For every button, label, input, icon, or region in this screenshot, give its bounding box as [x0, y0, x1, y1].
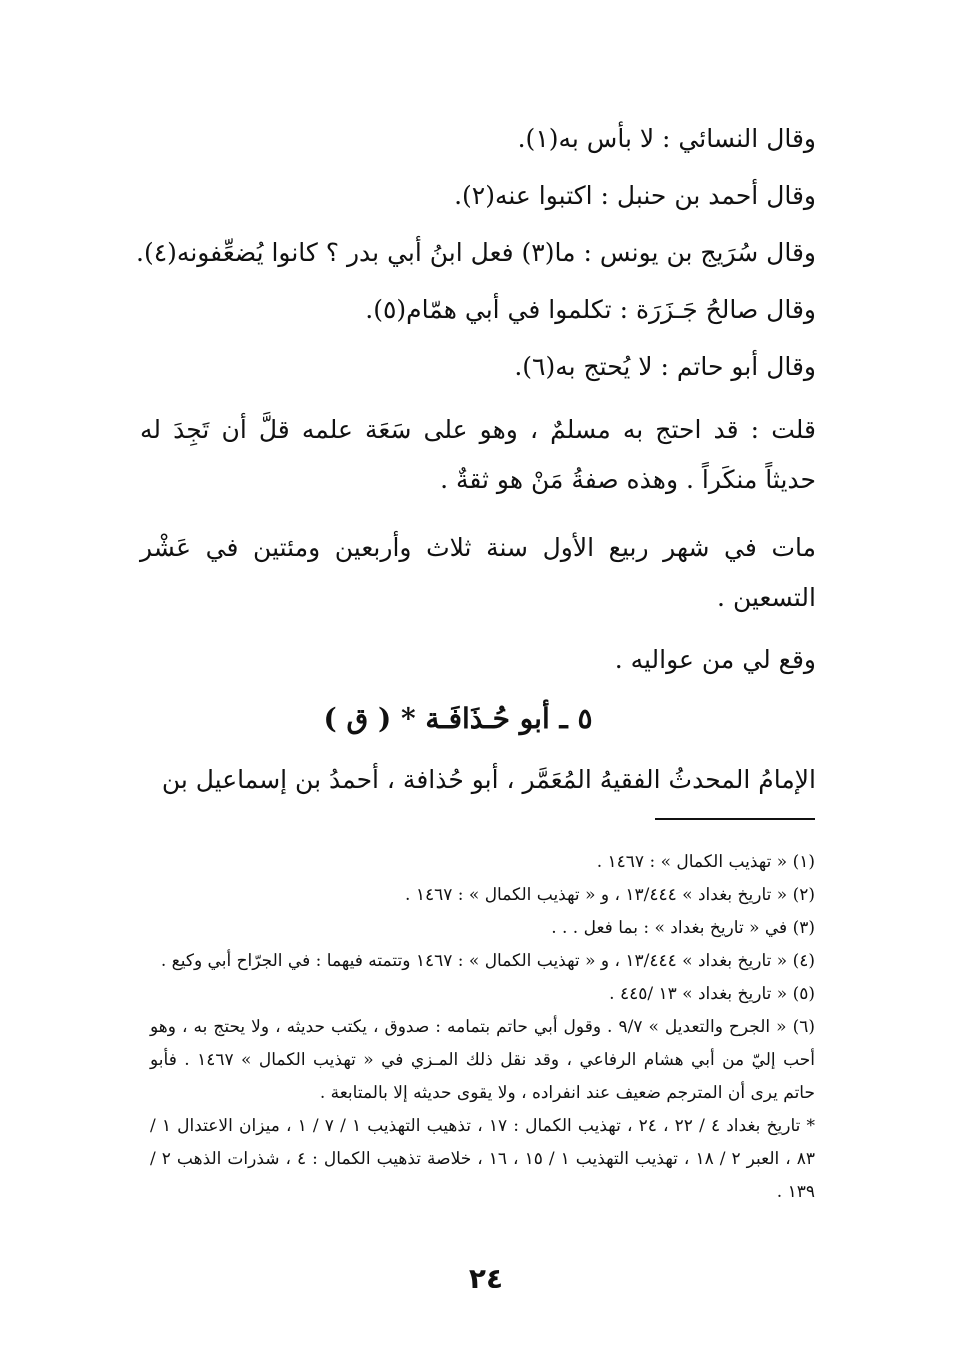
author-comment-paragraph: قلت : قد احتج به مسلمٌ ، وهو على سَعَة علمه قلَّ أن تَجِدَ له حديثاً منكَراً . وهذه صفةُ مَنْ هو ثقةٌ . — [140, 415, 816, 494]
page-number: ٢٤ — [468, 1262, 504, 1295]
quote-surayj: وقال سُرَيج بن يونس : ما(٣) فعل ابنُ أبي بدر ؟ كانوا يُضعِّفونه(٤). — [136, 238, 816, 267]
footnote-2: (٢) « تاريخ بغداد » ١٣/٤٤٤ ، و « تهذيب الكمال » : ١٤٦٧ . — [405, 885, 815, 905]
awali-line: وقع لي من عواليه . — [614, 645, 816, 674]
biography-heading: ٥ ـ أبو حُـذَافَـة * ( ق ) — [323, 702, 593, 735]
quote-ahmad: وقال أحمد بن حنبل : اكتبوا عنه(٢). — [454, 181, 816, 210]
footnote-6: (٦) « الجرح والتعديل » ٩/٧ . وقول أبي حاتم بتمامه : صدوق ، يكتب حديثه ، ولا يحتج به ، وهو أحب إليّ من أبي هشام الرفاعي ، وقد نقل ذلك المـزي في « تهذيب الكمال » ١٤٦٧ . فأبو حاتم يرى أن المترجم ضعيف عند انفراده ، ولا يقوى حديثه إلا بالمتابعة . — [150, 1017, 816, 1103]
footnote-4: (٤) « تاريخ بغداد » ١٣/٤٤٤ ، و « تهذيب الكمال » : ١٤٦٧ وتتمته فيهما : في الجرّاح أبي وكيع . — [160, 951, 815, 971]
main-text — [136, 120, 816, 825]
footnotes — [150, 846, 815, 1209]
quote-nasai: وقال النسائي : لا بأس به(١). — [517, 124, 816, 153]
biography-opening-line: الإمامُ المحدثُ الفقيهُ المُعَمَّر ، أبو حُذافة ، أحمدُ بن إسماعيل بن — [161, 765, 816, 794]
footnote-5: (٥) « تاريخ بغداد » ١٣ /٤٤٥ . — [609, 984, 815, 1004]
footnote-3: (٣) في « تاريخ بغداد » : بما فعل . . . — [551, 918, 815, 938]
footnote-sources: * تاريخ بغداد ٤ / ٢٢ ، ٢٤ ، تهذيب الكمال : ١٧ ، تذهيب التهذيب ١ / ٧ / ١ ، ميزان الاعتدال ١ / ٨٣ ، العبر ٢ / ١٨ ، تهذيب التهذيب ١ / ١٥ ، ١٦ ، خلاصة تذهيب الكمال : ٤ ، شذرات الذهب ٢ / ١٣٩ . — [150, 1116, 816, 1202]
quote-abu-hatim: وقال أبو حاتم : لا يُحتج به(٦). — [514, 352, 816, 381]
footnote-1: (١) « تهذيب الكمال » : ١٤٦٧ . — [596, 852, 815, 872]
footnote-separator — [655, 818, 815, 820]
quote-salih: وقال صالحُ جَـزَرَة : تكلموا في أبي همّام(٥). — [365, 295, 816, 324]
death-paragraph: مات في شهر ربيع الأول سنة ثلاث وأربعين ومئتين في عَشْر التسعين . — [140, 533, 816, 612]
